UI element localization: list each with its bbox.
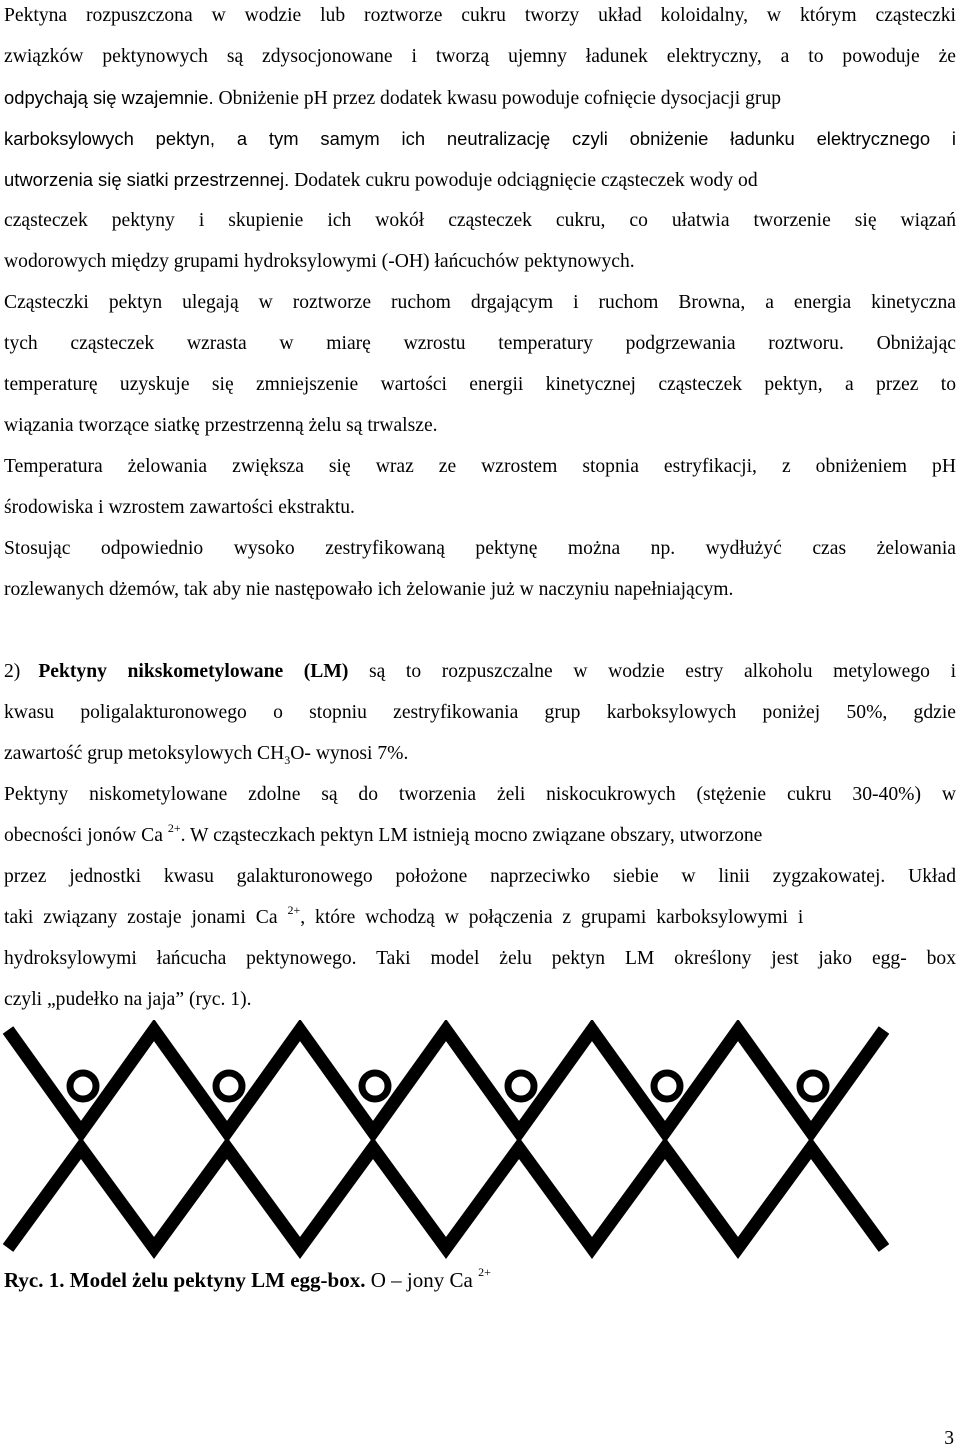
ca-ion-circle [508,1073,534,1099]
p1-line-2: związków pektynowych są zdysocjonowane i tworzą ujemny ładunek elektryczny, a to powoduje że [4,46,956,67]
ca-ion-superscript: 2+ [167,821,181,835]
p1-line-4: karboksylowych pektyn, a tym samym ich neutralizację czyli obniżenie ładunku elektrycznego i [4,128,956,149]
p1-line-5b: Dodatek cukru powoduje odciągnięcie cząsteczek wody od [294,170,758,191]
ca-ion-circle [654,1073,680,1099]
p5-line-4 [4,903,956,930]
ca-ion-superscript-2: 2+ [287,903,301,917]
section2-number: 2) [4,661,21,682]
section2-line-3-post: O- wynosi 7%. [290,743,409,764]
ca-ion-circle [800,1073,826,1099]
p5-line-4-post: , które wchodzą w połączenia z grupami karboksylowymi i [300,907,804,928]
figure-caption [4,1265,956,1292]
section2-term: Pektyny nikskometylowane (LM) [38,661,349,682]
figure-caption-bold: Ryc. 1. Model żelu pektyny LM egg-box. [4,1268,366,1292]
p2-line-4: wiązania tworzące siatkę przestrzenną żelu są trwalsze. [4,415,438,436]
p1-line-1: Pektyna rozpuszczona w wodzie lub roztworze cukru tworzy układ koloidalny, w którym cząsteczki [4,5,956,26]
p4-line-1: Stosując odpowiednio wysoko zestryfikowaną pektynę można np. wydłużyć czas żelowania [4,538,956,559]
section2-line-1-rest: są to rozpuszczalne w wodzie estry alkoholu metylowego i [369,661,957,682]
ca-ion-circle [362,1073,388,1099]
p1-line-6: cząsteczek pektyny i skupienie ich wokół cząsteczek cukru, co ułatwia tworzenie się wiązań [4,210,956,231]
section2-line-3-pre: zawartość grup metoksylowych CH [4,743,285,764]
p1-line-3a: odpychają się wzajemnie. [4,87,214,108]
p4-line-2: rozlewanych dżemów, tak aby nie następowało ich żelowanie już w naczyniu napełniającym. [4,579,734,600]
p5-line-2 [4,821,956,848]
p1-line-5a: utworzenia się siatki przestrzennej. [4,169,290,190]
figure-caption-ion: 2+ [478,1265,491,1279]
p1-line-5 [4,168,956,193]
section2-line-3 [4,742,956,767]
figure-caption-rest: O – jony Ca [365,1268,473,1292]
section2-line-2: kwasu poligalakturonowego o stopniu zestryfikowania grup karboksylowych poniżej 50%, gdzie [4,702,956,723]
ca-ion-circle [70,1073,96,1099]
p1-line-3b: Obniżenie pH przez dodatek kwasu powoduje cofnięcie dysocjacji grup [218,88,782,109]
section2-line-1 [4,660,956,684]
ch3-subscript: 3 [284,753,291,767]
p5-line-3: przez jednostki kwasu galakturonowego położone naprzeciwko siebie w linii zygzakowatej. Układ [4,866,956,887]
top-zigzag-line [8,1030,884,1132]
p5-line-5: hydroksylowymi łańcucha pektynowego. Taki model żelu pektyn LM określony jest jako egg- box [4,948,956,969]
p5-line-2-post: . W cząsteczkach pektyn LM istnieją mocno związane obszary, utworzone [180,825,763,846]
page-number: 3 [944,1428,954,1449]
p2-line-2: tych cząsteczek wzrasta w miarę wzrostu temperatury podgrzewania roztworu. Obniżając [4,333,956,354]
p1-line-7: wodorowych między grupami hydroksylowymi (-OH) łańcuchów pektynowych. [4,251,635,272]
p3-line-2: środowiska i wzrostem zawartości ekstraktu. [4,497,355,518]
egg-box-figure [0,1020,960,1260]
bottom-zigzag-line [8,1148,884,1248]
p2-line-1: Cząsteczki pektyn ulegają w roztworze ruchom drgającym i ruchom Browna, a energia kinetyczna [4,292,956,313]
p5-line-6: czyli „pudełko na jaja” (ryc. 1). [4,989,252,1010]
section2-line-1-body [38,660,956,684]
p3-line-1: Temperatura żelowania zwiększa się wraz ze wzrostem stopnia estryfikacji, z obniżeniem pH [4,456,956,477]
p5-line-2-pre: obecności jonów Ca [4,825,163,846]
p5-line-4-pre: taki związany zostaje jonami Ca [4,907,278,928]
ca-ion-circle [216,1073,242,1099]
p5-line-1: Pektyny niskometylowane zdolne są do tworzenia żeli niskocukrowych (stężenie cukru 30-40%) w [4,784,956,805]
p1-line-3 [4,86,956,111]
p2-line-3: temperaturę uzyskuje się zmniejszenie wartości energii kinetycznej cząsteczek pektyn, a przez to [4,374,956,395]
